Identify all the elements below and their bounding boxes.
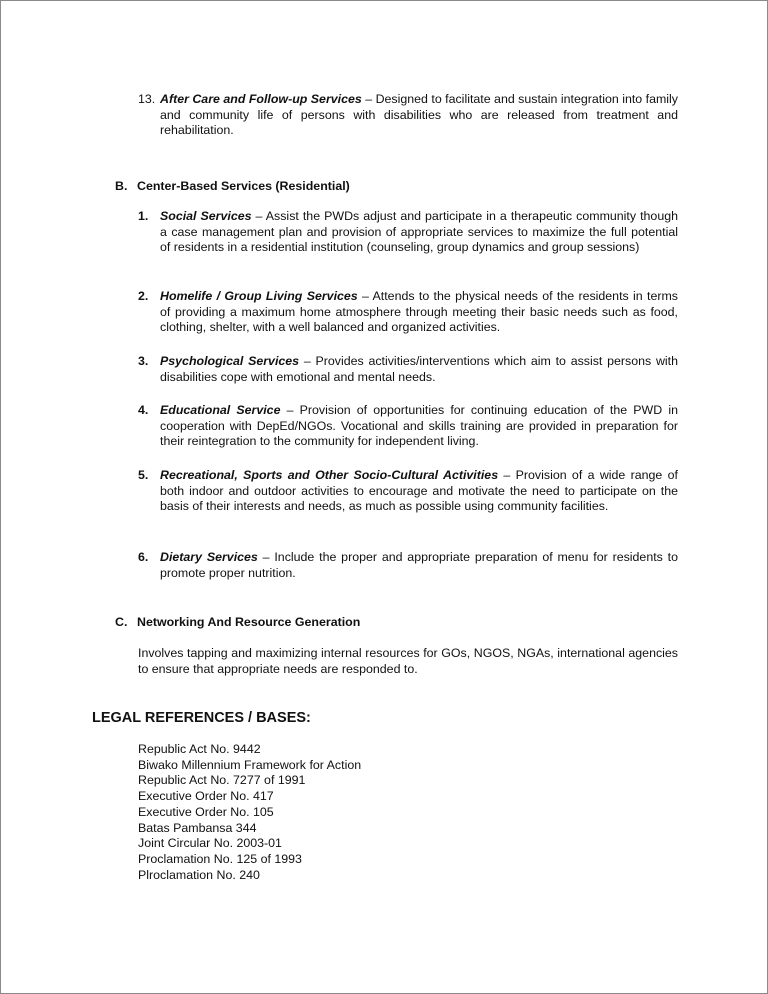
item-number: 1. xyxy=(138,209,149,223)
item-text: – Provides activities/interventions which aim to assist persons with disabilities cope with emotional and mental needs. xyxy=(160,354,679,384)
legal-references-list xyxy=(138,742,361,883)
item-educational-service xyxy=(138,403,678,450)
section-title: Networking And Resource Generation xyxy=(137,615,361,629)
legal-reference: Joint Circular No. 2003-01 xyxy=(138,836,282,851)
item-title: After Care and Follow-up Services xyxy=(160,92,362,106)
section-b-heading xyxy=(115,179,350,193)
legal-references-heading: LEGAL REFERENCES / BASES: xyxy=(92,710,311,726)
item-number: 6. xyxy=(138,550,149,564)
item-recreational-activities xyxy=(138,468,678,515)
item-social-services xyxy=(138,209,678,256)
legal-reference: Proclamation No. 125 of 1993 xyxy=(138,851,302,866)
item-title: Psychological Services xyxy=(160,354,300,368)
item-number: 5. xyxy=(138,468,149,482)
section-letter: C. xyxy=(115,615,128,629)
item-text: – Provision of a wide range of both indoor and outdoor activities to encourage and motivate the need to participate on the basis of their interests and needs, as much as possible using community facilities. xyxy=(160,468,678,514)
section-letter: B. xyxy=(115,179,128,193)
item-text: – Designed to facilitate and sustain integration into family and community life of persons with disabilities who are released from treatment and rehabilitation. xyxy=(160,92,678,138)
item-dietary-services xyxy=(138,550,678,581)
item-text: – Provision of opportunities for continuing education of the PWD in cooperation with DepEd/NGOs. Vocational and skills training are provided in preparation for their reintegration to the community for independent living. xyxy=(160,403,678,449)
item-title: Homelife / Group Living Services xyxy=(160,289,358,303)
legal-reference: Batas Pambansa 344 xyxy=(138,820,257,835)
legal-reference: Republic Act No. 9442 xyxy=(138,742,261,756)
section-c-text: Involves tapping and maximizing internal resources for GOs, NGOS, NGAs, international agencies to ensure that appropriate needs are responded to. xyxy=(138,646,678,676)
item-title: Social Services xyxy=(160,209,252,223)
legal-reference: Biwako Millennium Framework for Action xyxy=(138,757,362,772)
legal-reference: Executive Order No. 417 xyxy=(138,789,274,804)
item-after-care xyxy=(138,92,678,139)
item-number: 3. xyxy=(138,354,149,368)
item-text: – Include the proper and appropriate preparation of menu for residents to promote proper nutrition. xyxy=(160,550,678,580)
section-title: Center-Based Services (Residential) xyxy=(137,179,350,193)
item-number: 2. xyxy=(138,289,149,303)
item-title: Educational Service xyxy=(160,403,281,417)
item-text: – Attends to the physical needs of the residents in terms of providing a maximum home atmosphere through meeting their basic needs such as food, clothing, shelter, with a well balanced and organized activities. xyxy=(160,289,678,335)
item-homelife-services xyxy=(138,289,678,336)
legal-reference: Republic Act No. 7277 of 1991 xyxy=(138,773,306,788)
section-c-heading xyxy=(115,615,360,629)
item-number: 13. xyxy=(138,92,156,106)
legal-reference: Executive Order No. 105 xyxy=(138,804,274,819)
item-title: Dietary Services xyxy=(160,550,258,564)
item-psychological-services xyxy=(138,354,678,385)
item-title: Recreational, Sports and Other Socio-Cultural Activities xyxy=(160,468,499,482)
legal-reference: Plroclamation No. 240 xyxy=(138,867,260,882)
item-text: – Assist the PWDs adjust and participate in a therapeutic community though a case management plan and provision of appropriate services to maximize the full potential of residents in a residential institution (counseling, group dynamics and group sessions) xyxy=(160,209,678,255)
item-number: 4. xyxy=(138,403,149,417)
